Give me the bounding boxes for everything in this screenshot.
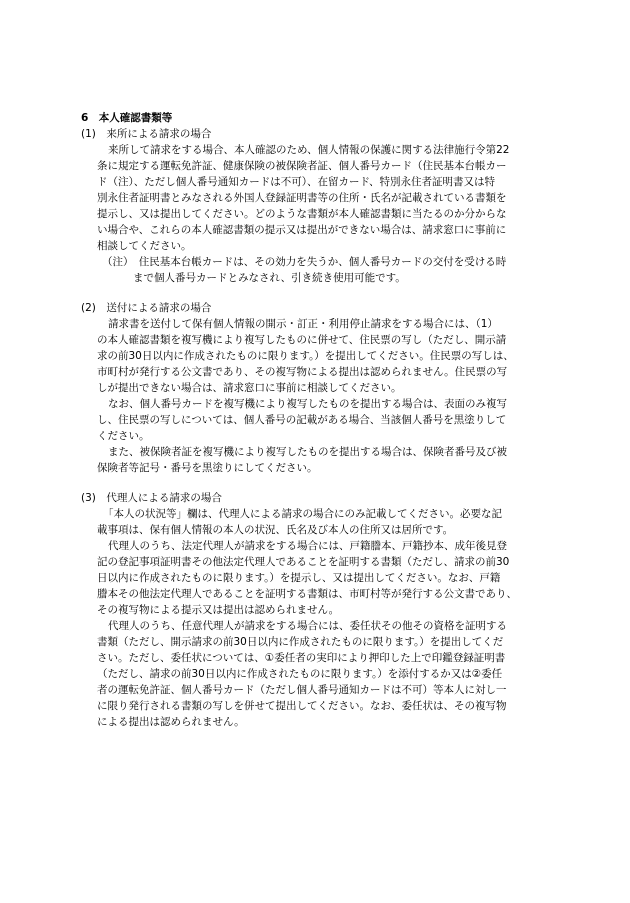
sub2-line: の本人確認書類を複写機により複写したものに併せて、住民票の写し（ただし、開示請	[97, 334, 507, 346]
sub2-line: また、被保険者証を複写機により複写したものを提出する場合は、保険者番号及び被	[108, 446, 507, 458]
sub2-line: し、住民票の写しについては、個人番号の記載がある場合、当該個人番号を黒塗りして	[97, 414, 507, 426]
sub3-line: 者の運転免許証、個人番号カード（ただし個人番号通知カードは不可）等本人に対し一	[97, 684, 507, 696]
sub2-line: ください。	[97, 430, 150, 442]
sub3-line: に限り発行される書類の写しを併せて提出してください。なお、委任状は、その複写物	[97, 700, 507, 712]
sub2-heading: (2) 送付による請求の場合	[81, 302, 212, 314]
sub3-line: 謄本その他法定代理人であることを証明する書類は、市町村等が発行する公文書であり、	[97, 588, 517, 600]
sub1-note: まで個人番号カードとみなされ、引き続き使用可能です。	[133, 272, 406, 284]
sub3-line: 日以内に作成されたものに限ります。）を提示し、又は提出してください。なお、戸籍	[97, 572, 501, 584]
sub1-line: 条に規定する運転免許証、健康保険の被保険者証、個人番号カード（住民基本台帳カー	[97, 160, 507, 172]
sub3-line: その複写物による提示又は提出は認められません。	[97, 604, 340, 616]
sub3-line: 記の登記事項証明書その他法定代理人であることを証明する書類（ただし、請求の前30	[97, 556, 510, 568]
sub2-line: なお、個人番号カードを複写機により複写したものを提出する場合は、表面のみ複写	[108, 398, 507, 410]
sub3-line: 代理人のうち、法定代理人が請求をする場合には、戸籍謄本、戸籍抄本、成年後見登	[108, 540, 507, 552]
sub1-line: 相談してください。	[97, 240, 192, 252]
sub3-line: （ただし、請求の前30日以内に作成されたものに限ります。）を添付するか又は②委任	[97, 668, 503, 680]
sub2-line: 市町村が発行する公文書であり、その複写物による提出は認められません。住民票の写	[97, 366, 508, 378]
sub3-line: 代理人のうち、任意代理人が請求をする場合には、委任状その他その資格を証明する	[108, 620, 507, 632]
sub3-line: 「本人の状況等」欄は、代理人による請求の場合にのみ記載してください。必要な記	[103, 508, 502, 520]
section-6-heading: 6 本人確認書類等	[81, 112, 173, 124]
sub3-line: 書類（ただし、開示請求の前30日以内に作成されたものに限ります。）を提出してくだ	[97, 636, 504, 648]
sub1-line: ド（注）、ただし個人番号通知カードは不可）、在留カード、特別永住者証明書又は特	[97, 176, 496, 188]
sub1-line: 別永住者証明書とみなされる外国人登録証明書等の住所・氏名が記載されている書類を	[97, 192, 507, 204]
sub2-line: 求の前30日以内に作成されたものに限ります。）を提出してください。住民票の写しは、	[97, 350, 514, 362]
sub1-heading: (1) 来所による請求の場合	[81, 128, 212, 140]
sub2-line: 請求書を送付して保有個人情報の開示・訂正・利用停止請求をする場合には、（1）	[108, 318, 498, 330]
sub1-line: 提示し、又は提出してください。どのような書類が本人確認書類に当たるのか分からな	[97, 208, 507, 220]
sub1-note: （注） 住民基本台帳カードは、その効力を失うか、個人番号カードの交付を受ける時	[102, 256, 507, 268]
sub3-line: 載事項は、保有個人情報の本人の状況、氏名及び本人の住所又は居所です。	[97, 524, 454, 536]
sub3-line: さい。ただし、委任状については、①委任者の実印により押印した上で印鑑登録証明書	[97, 652, 506, 664]
sub3-line: による提出は認められません。	[97, 716, 245, 728]
sub3-heading: (3) 代理人による請求の場合	[81, 492, 222, 504]
sub1-line: 来所して請求をする場合、本人確認のため、個人情報の保護に関する法律施行令第22	[108, 144, 510, 156]
sub1-line: い場合や、これらの本人確認書類の提示又は提出ができない場合は、請求窓口に事前に	[97, 224, 507, 236]
sub2-line: 保険者等記号・番号を黒塗りにしてください。	[97, 462, 318, 474]
sub2-line: しが提出できない場合は、請求窓口に事前に相談してください。	[97, 382, 402, 394]
